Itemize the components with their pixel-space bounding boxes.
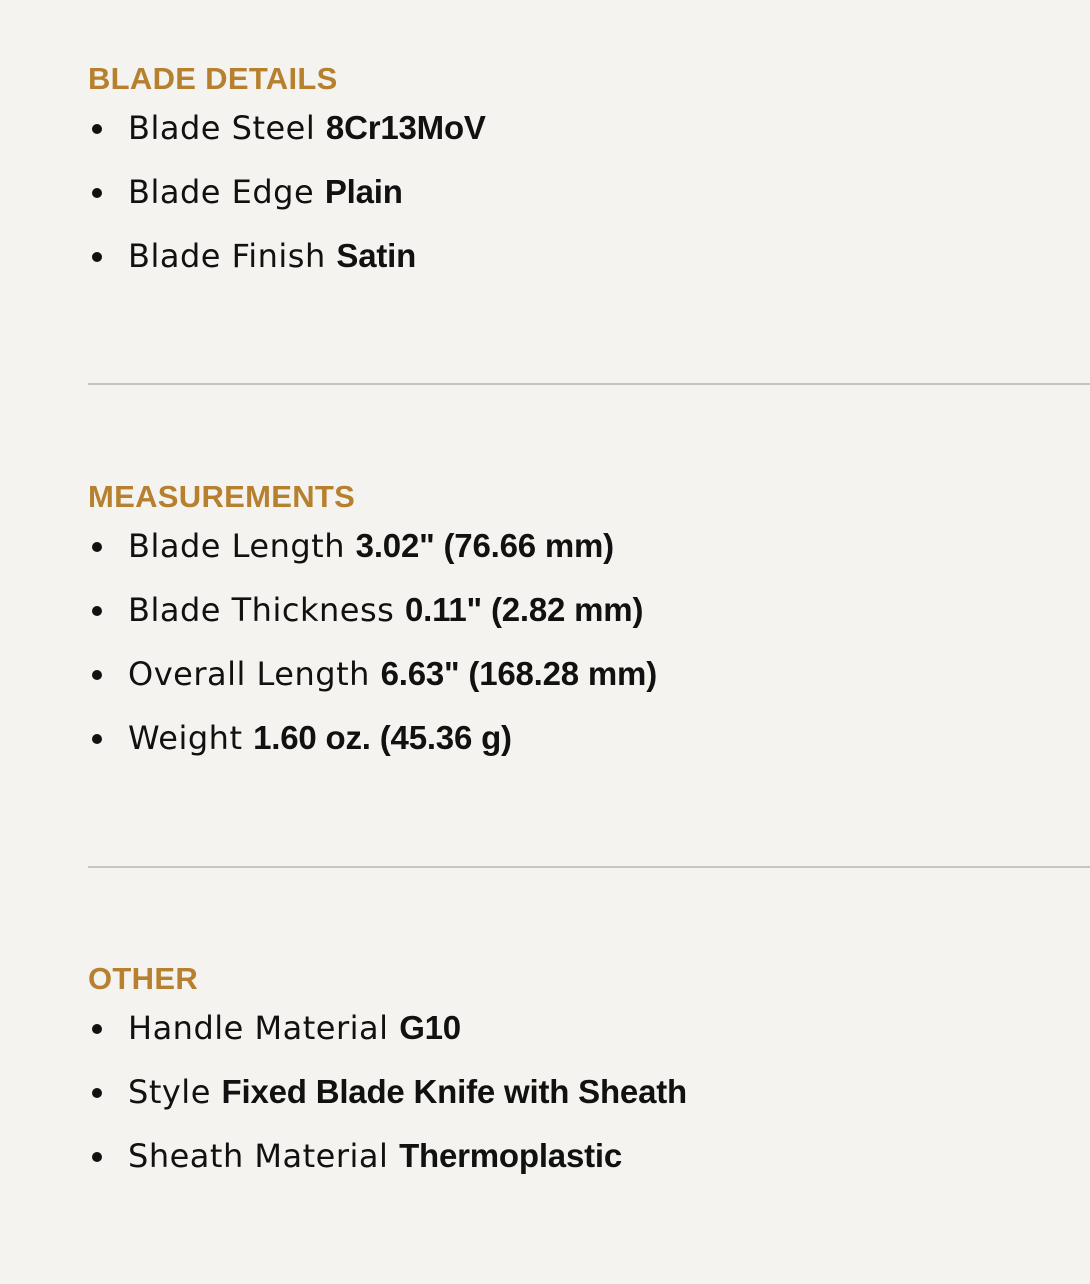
bullet-icon — [92, 252, 102, 262]
spec-label: Handle Material — [128, 1009, 400, 1047]
bullet-icon — [92, 606, 102, 616]
spec-value: 8Cr13MoV — [325, 109, 486, 146]
spec-value: G10 — [399, 1009, 461, 1046]
bullet-icon — [92, 734, 102, 744]
bullet-icon — [92, 188, 102, 198]
spec-label: Weight — [128, 719, 254, 757]
bullet-icon — [92, 670, 102, 680]
spec-label: Overall Length — [128, 655, 381, 693]
spec-label: Blade Steel — [128, 109, 326, 147]
bullet-icon — [92, 1152, 102, 1162]
spec-value: 3.02" (76.66 mm) — [355, 527, 614, 564]
section-title-measurements: MEASUREMENTS — [88, 479, 356, 514]
section-divider — [88, 383, 1090, 385]
bullet-icon — [92, 1088, 102, 1098]
bullet-icon — [92, 542, 102, 552]
spec-label: Blade Finish — [128, 237, 337, 275]
bullet-icon — [92, 124, 102, 134]
section-divider — [88, 866, 1090, 868]
spec-label: Sheath Material — [128, 1137, 400, 1175]
spec-value: 0.11" (2.82 mm) — [404, 591, 644, 628]
spec-value: Plain — [324, 173, 403, 210]
spec-label: Blade Thickness — [128, 591, 405, 629]
section-title-blade-details: BLADE DETAILS — [88, 61, 338, 96]
spec-value: Thermoplastic — [399, 1137, 623, 1174]
spec-value: Fixed Blade Knife with Sheath — [221, 1073, 687, 1110]
spec-label: Blade Edge — [128, 173, 325, 211]
spec-label: Blade Length — [128, 527, 356, 565]
spec-value: 1.60 oz. (45.36 g) — [253, 719, 512, 756]
spec-label: Style — [128, 1073, 222, 1111]
spec-value: 6.63" (168.28 mm) — [380, 655, 657, 692]
bullet-icon — [92, 1024, 102, 1034]
section-title-other: OTHER — [88, 961, 198, 996]
spec-value: Satin — [336, 237, 417, 274]
